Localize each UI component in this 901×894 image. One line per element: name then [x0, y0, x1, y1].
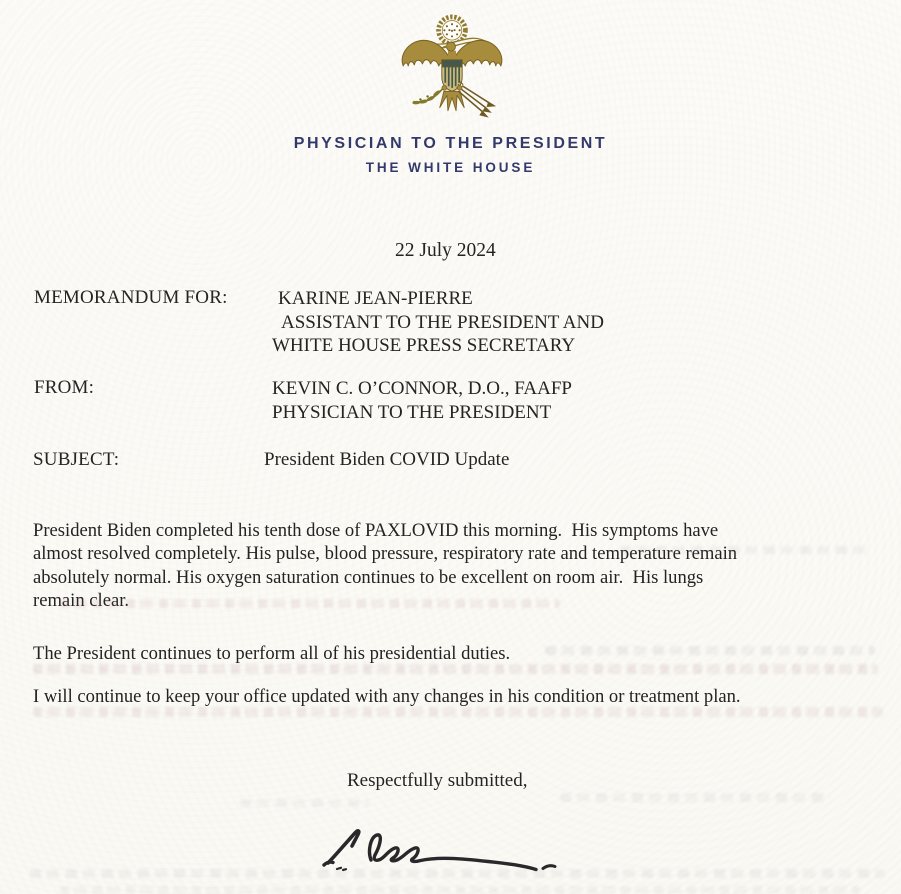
bleed-through-artifact [545, 646, 875, 655]
seal-left-talon [442, 85, 447, 90]
seal-shield-chief [442, 60, 462, 67]
field-label-memorandum-for: MEMORANDUM FOR: [34, 287, 228, 308]
field-label-from: FROM: [34, 377, 95, 398]
body-paragraph-3 [33, 685, 741, 708]
body-paragraph-2 [33, 642, 510, 665]
signature-scrawl [310, 812, 562, 876]
paragraph-line: absolutely normal. His oxygen saturation continues to be excellent on room air. His lungs [33, 566, 704, 588]
seal-olive-branch [412, 88, 443, 104]
paragraph-line: I will continue to keep your office updated with any changes in his condition or treatment plan. [33, 686, 741, 707]
field-value-subject [264, 448, 509, 472]
bleed-through-artifact [33, 707, 883, 717]
seal-neck [448, 51, 456, 61]
bleed-through-artifact [240, 799, 370, 807]
presidential-seal-icon [397, 13, 507, 127]
field-label-subject: SUBJECT: [33, 449, 120, 470]
letterhead-organization: THE WHITE HOUSE [365, 160, 536, 175]
recipient-name: KARINE JEAN-PIERRE [278, 288, 473, 309]
seal-right-talon [457, 85, 462, 90]
closing-valediction: Respectfully submitted, [347, 770, 528, 791]
field-value-from [272, 377, 572, 424]
bleed-through-artifact [33, 664, 878, 674]
memo-date: 22 July 2024 [395, 240, 496, 261]
subject-text: President Biden COVID Update [264, 449, 510, 470]
body-paragraph-1 [33, 519, 737, 613]
seal-head [447, 42, 456, 51]
seal-tail-feathers [440, 91, 464, 110]
recipient-title-line1: ASSISTANT TO THE PRESIDENT AND [281, 311, 604, 333]
field-value-memorandum-for [272, 287, 604, 358]
paragraph-line: The President continues to perform all of his presidential duties. [33, 643, 511, 664]
recipient-title-line2: WHITE HOUSE PRESS SECRETARY [272, 335, 576, 356]
paragraph-line: almost resolved completely. His pulse, blood pressure, respiratory rate and temperature remain [33, 543, 738, 565]
bleed-through-artifact [60, 886, 860, 894]
paragraph-line: remain clear. [33, 590, 130, 612]
bleed-through-artifact [560, 793, 830, 802]
letterhead-office-title: PHYSICIAN TO THE PRESIDENT [293, 135, 608, 152]
paragraph-line: President Biden completed his tenth dose of PAXLOVID this morning. His symptoms have [33, 520, 719, 541]
sender-name: KEVIN C. O’CONNOR, D.O., FAAFP [272, 378, 572, 399]
sender-title: PHYSICIAN TO THE PRESIDENT [272, 401, 552, 423]
